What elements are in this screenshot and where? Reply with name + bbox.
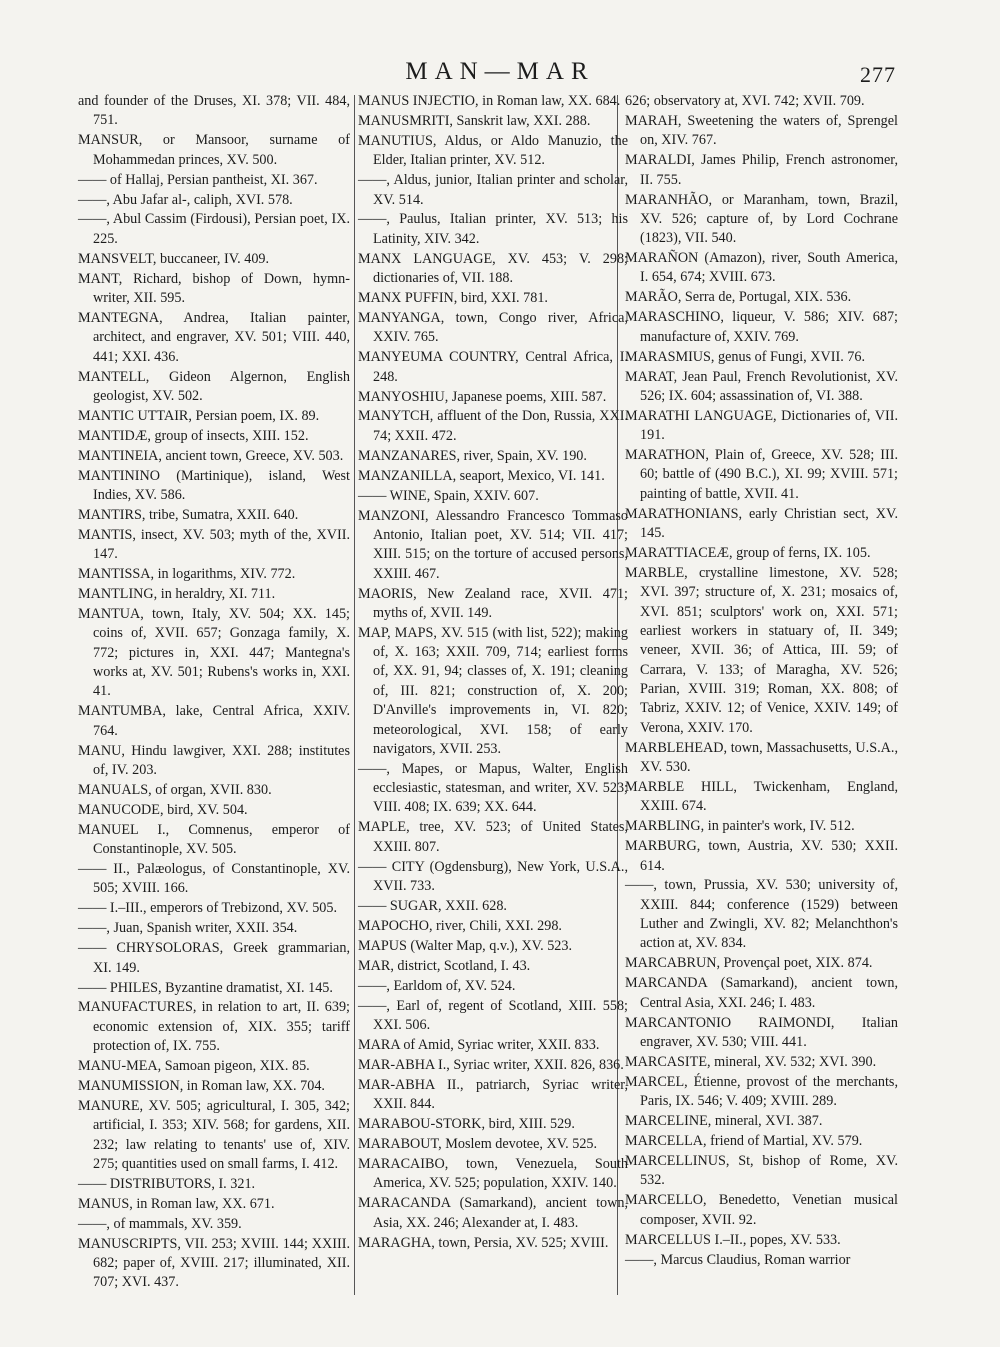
index-entry: MAORIS, New Zealand race, XVII. 471; myths of, XVII. 149. <box>358 585 628 621</box>
index-entry: MANUSCRIPTS, VII. 253; XVIII. 144; XXIII. 682; paper of, XVIII. 217; illuminated, XII. 707; XVI. 437. <box>78 1235 350 1291</box>
running-header-title: MAN—MAR <box>405 58 595 85</box>
index-entry: MARCELLO, Benedetto, Venetian musical composer, XVII. 92. <box>625 1192 898 1228</box>
index-entry: MANX PUFFIN, bird, XXI. 781. <box>358 290 548 306</box>
index-entry: MAP, MAPS, XV. 515 (with list, 522); making of, X. 163; XXII. 709, 714; earliest forms of, XX. 91, 94; classes of, X. 191; cleaning of, III. 821; construction of, X. 200; D'Anville's improvements in, VI. 820; meteorological, XVI. 158; of early navigators, XVII. 253. <box>358 624 628 757</box>
index-entry: MARACANDA (Samarkand), ancient town, Asia, XX. 246; Alexander at, I. 483. <box>358 1195 628 1231</box>
index-entry: MANUMISSION, in Roman law, XX. 704. <box>78 1078 325 1094</box>
index-entry: MANTININO (Martinique), island, West Indies, XV. 586. <box>78 467 350 503</box>
index-entry: MARBLE, crystalline limestone, XV. 528; XVI. 397; structure of, X. 231; mosaics of, XVI. 851; sculptors' work on, XXI. 571; earliest workers in statuary of, II. 349; veneer, XVII. 36; of Attica, III. 59; of Carrara, V. 133; of Maragha, XV. 526; Parian, XVIII. 319; Roman, XX. 808; of Tabriz, XXIV. 12; of Venice, XXIV. 149; of Verona, XXIV. 170. <box>625 564 898 736</box>
index-entry: MANYOSHIU, Japanese poems, XIII. 587. <box>358 388 607 405</box>
index-entry: MARAÑON (Amazon), river, South America, I. 654, 674; XVIII. 673. <box>625 250 898 286</box>
index-entry: MARCELLA, friend of Martial, XV. 579. <box>625 1133 863 1150</box>
index-entry: MANZONI, Alessandro Francesco Tommaso Antonio, Italian poet, XV. 514; VII. 417; XIII. 515; on the torture of accused persons, XXIII. 467. <box>358 507 628 582</box>
index-entry: ——, Abu Jafar al-, caliph, XVI. 578. <box>78 191 293 208</box>
index-entry: ——, Juan, Spanish writer, XXII. 354. <box>78 920 298 937</box>
index-entry: MARA of Amid, Syriac writer, XXII. 833. <box>358 1036 600 1053</box>
index-entry: MANUCODE, bird, XV. 504. <box>78 801 248 818</box>
index-column-2 <box>358 92 628 1253</box>
index-entry: MANTLING, in heraldry, XI. 711. <box>78 586 276 603</box>
index-entry: MARANHÃO, or Maranham, town, Brazil, XV. 526; capture of, by Lord Cochrane (1823), VII. 540. <box>625 191 898 247</box>
index-entry: MANTEGNA, Andrea, Italian painter, architect, and engraver, XV. 501; VIII. 440, 441; XXI. 436. <box>78 309 350 365</box>
index-entry: MAR-ABHA II., patriarch, Syriac writer, XXII. 844. <box>358 1076 628 1113</box>
index-entry: MANUTIUS, Aldus, or Aldo Manuzio, the Elder, Italian printer, XV. 512. <box>358 132 628 169</box>
index-entry: MARCASITE, mineral, XV. 532; XVI. 390. <box>625 1053 877 1070</box>
index-entry: ——, Paulus, Italian printer, XV. 513; his Latinity, XIV. 342. <box>358 211 628 247</box>
page-number: 277 <box>860 62 896 87</box>
index-entry: MAPUS (Walter Map, q.v.), XV. 523. <box>358 937 573 954</box>
index-entry: MANUS INJECTIO, in Roman law, XX. 684. <box>358 93 621 109</box>
index-entry: ——, Abul Cassim (Firdousi), Persian poet, IX. 225. <box>78 211 350 247</box>
index-entry: —— SUGAR, XXII. 628. <box>358 897 507 914</box>
index-entry: MAPOCHO, river, Chili, XXI. 298. <box>358 917 562 934</box>
index-entry: MANYANGA, town, Congo river, Africa, XXIV. 765. <box>358 309 628 346</box>
index-entry: MANYEUMA COUNTRY, Central Africa, I. 248. <box>358 349 628 385</box>
index-entry: ——, of mammals, XV. 359. <box>78 1215 242 1232</box>
index-entry: —— PHILES, Byzantine dramatist, XI. 145. <box>78 979 333 996</box>
index-entry: MANU, Hindu lawgiver, XXI. 288; institutes of, IV. 203. <box>78 742 350 778</box>
index-entry: MARBLING, in painter's work, IV. 512. <box>625 818 855 835</box>
index-entry: MANTIC UTTAIR, Persian poem, IX. 89. <box>78 407 320 424</box>
index-entry: MARABOU-STORK, bird, XIII. 529. <box>358 1116 575 1133</box>
index-entry: MAR-ABHA I., Syriac writer, XXII. 826, 836. <box>358 1056 624 1073</box>
index-entry: —— II., Palæologus, of Constantinople, XV. 505; XVIII. 166. <box>78 861 350 897</box>
index-entry: MAPLE, tree, XV. 523; of United States, XXIII. 807. <box>358 819 628 855</box>
index-entry: MAR, district, Scotland, I. 43. <box>358 957 531 974</box>
index-entry: MARBLEHEAD, town, Massachusetts, U.S.A., XV. 530. <box>625 739 898 775</box>
index-entry: MARATHONIANS, early Christian sect, XV. 145. <box>625 505 898 542</box>
index-entry: —— DISTRIBUTORS, I. 321. <box>78 1175 256 1192</box>
index-entry: MANTIS, insect, XV. 503; myth of the, XVII. 147. <box>78 526 350 563</box>
index-entry: MANUSMRITI, Sanskrit law, XXI. 288. <box>358 112 591 129</box>
index-entry: MANTELL, Gideon Algernon, English geologist, XV. 502. <box>78 368 350 404</box>
index-entry: —— CHRYSOLORAS, Greek grammarian, XI. 149. <box>78 940 350 976</box>
index-column-1 <box>78 92 350 1293</box>
index-entry: —— I.–III., emperors of Trebizond, XV. 505. <box>78 900 338 917</box>
index-entry: MANTUA, town, Italy, XV. 504; XX. 145; coins of, XVII. 657; Gonzaga family, X. 772; pictures in, XXI. 447; Mantegna's works at, XV. 501; Rubens's works in, XXI. 41. <box>78 606 350 700</box>
index-entry: MANYTCH, affluent of the Don, Russia, XXI. 74; XXII. 472. <box>358 408 628 444</box>
index-entry: —— of Hallaj, Persian pantheist, XI. 367. <box>78 171 318 188</box>
index-entry: MANTIDÆ, group of insects, XIII. 152. <box>78 427 309 444</box>
index-entry: MARABOUT, Moslem devotee, XV. 525. <box>358 1136 598 1153</box>
index-entry: MARACAIBO, town, Venezuela, South America, XV. 525; population, XXIV. 140. <box>358 1155 628 1192</box>
index-entry: ——, Earl of, regent of Scotland, XIII. 558; XXI. 506. <box>358 997 628 1033</box>
index-entry: MARCELLINUS, St, bishop of Rome, XV. 532. <box>625 1153 898 1189</box>
index-entry: MANU-MEA, Samoan pigeon, XIX. 85. <box>78 1058 310 1075</box>
index-entry: MANT, Richard, bishop of Down, hymn-writer, XII. 595. <box>78 270 350 306</box>
index-entry: MANTINEIA, ancient town, Greece, XV. 503. <box>78 447 344 464</box>
index-entry: MANTUMBA, lake, Central Africa, XXIV. 764. <box>78 703 350 739</box>
index-entry: MANUALS, of organ, XVII. 830. <box>78 781 272 798</box>
index-entry: MARAT, Jean Paul, French Revolutionist, XV. 526; IX. 604; assassination of, VI. 388. <box>625 368 898 404</box>
index-entry: MANUEL I., Comnenus, emperor of Constantinople, XV. 505. <box>78 821 350 858</box>
index-entry: MARATHI LANGUAGE, Dictionaries of, VII. 191. <box>625 407 898 444</box>
index-entry: and founder of the Druses, XI. 378; VII. 484, 751. <box>78 93 350 129</box>
index-entry: —— WINE, Spain, XXIV. 607. <box>358 487 539 504</box>
index-entry: MANURE, XV. 505; agricultural, I. 305, 342; artificial, I. 353; XIV. 568; for gardens, XII. 232; law relating to tenants' use of, XIV. 275; quantities used on small farms, I. 412. <box>78 1097 350 1172</box>
index-entry: MARCELINE, mineral, XVI. 387. <box>625 1113 823 1130</box>
index-entry: ——, Earldom of, XV. 524. <box>358 977 516 994</box>
index-entry: MANSVELT, buccaneer, IV. 409. <box>78 250 270 267</box>
index-entry: MANZANILLA, seaport, Mexico, VI. 141. <box>358 467 605 484</box>
index-entry: MANTISSA, in logarithms, XIV. 772. <box>78 566 296 583</box>
index-entry: MARAGHA, town, Persia, XV. 525; XVIII. <box>358 1234 609 1251</box>
index-entry: —— CITY (Ogdensburg), New York, U.S.A., XVII. 733. <box>358 858 628 895</box>
index-entry: MANUFACTURES, in relation to art, II. 639; economic extension of, XIX. 355; tariff protection of, IX. 755. <box>78 999 350 1055</box>
index-entry: MANZANARES, river, Spain, XV. 190. <box>358 447 587 464</box>
index-entry: MARÃO, Serra de, Portugal, XIX. 536. <box>625 289 852 306</box>
index-entry: MARCANDA (Samarkand), ancient town, Central Asia, XXI. 246; I. 483. <box>625 975 898 1011</box>
index-entry: ——, town, Prussia, XV. 530; university of, XXIII. 844; conference (1529) between Luther and Zwingli, XV. 82; Melanchthon's action at, XV. 834. <box>625 877 898 952</box>
index-entry: MARATTIACEÆ, group of ferns, IX. 105. <box>625 545 871 562</box>
index-entry: MANUS, in Roman law, XX. 671. <box>78 1195 275 1212</box>
index-entry: MARBLE HILL, Twickenham, England, XXIII. 674. <box>625 778 898 815</box>
index-entry: MARCELLUS I.–II., popes, XV. 533. <box>625 1231 841 1248</box>
index-entry: MANSUR, or Mansoor, surname of Mohammedan princes, XV. 500. <box>78 132 350 168</box>
index-entry: MARATHON, Plain of, Greece, XV. 528; III. 60; battle of (490 B.C.), XI. 99; XVIII. 571; painting of battle, XVII. 41. <box>625 447 898 502</box>
index-entry: ——, Marcus Claudius, Roman warrior <box>625 1251 851 1268</box>
index-entry: MARCABRUN, Provençal poet, XIX. 874. <box>625 955 873 972</box>
index-entry: MANTIRS, tribe, Sumatra, XXII. 640. <box>78 506 299 523</box>
column-divider <box>354 95 355 1295</box>
index-entry: MANX LANGUAGE, XV. 453; V. 298; dictionaries of, VII. 188. <box>358 250 628 287</box>
index-column-3 <box>625 92 898 1270</box>
index-entry: MARASMIUS, genus of Fungi, XVII. 76. <box>625 348 866 365</box>
index-entry: MARCANTONIO RAIMONDI, Italian engraver, XV. 530; VIII. 441. <box>625 1014 898 1050</box>
index-entry: 626; observatory at, XVI. 742; XVII. 709. <box>625 93 865 109</box>
index-entry: MARALDI, James Philip, French astronomer, II. 755. <box>625 152 898 188</box>
index-entry: MARAH, Sweetening the waters of, Sprengel on, XIV. 767. <box>625 112 898 149</box>
index-entry: ——, Aldus, junior, Italian printer and scholar, XV. 514. <box>358 172 628 208</box>
index-entry: ——, Mapes, or Mapus, Walter, English ecclesiastic, statesman, and writer, XV. 523; VIII. 408; IX. 639; XX. 644. <box>358 760 628 816</box>
index-entry: MARBURG, town, Austria, XV. 530; XXII. 614. <box>625 838 898 874</box>
index-entry: MARCEL, Étienne, provost of the merchants, Paris, IX. 546; V. 409; XVIII. 289. <box>625 1073 898 1110</box>
index-entry: MARASCHINO, liqueur, V. 586; XIV. 687; manufacture of, XXIV. 769. <box>625 309 898 345</box>
